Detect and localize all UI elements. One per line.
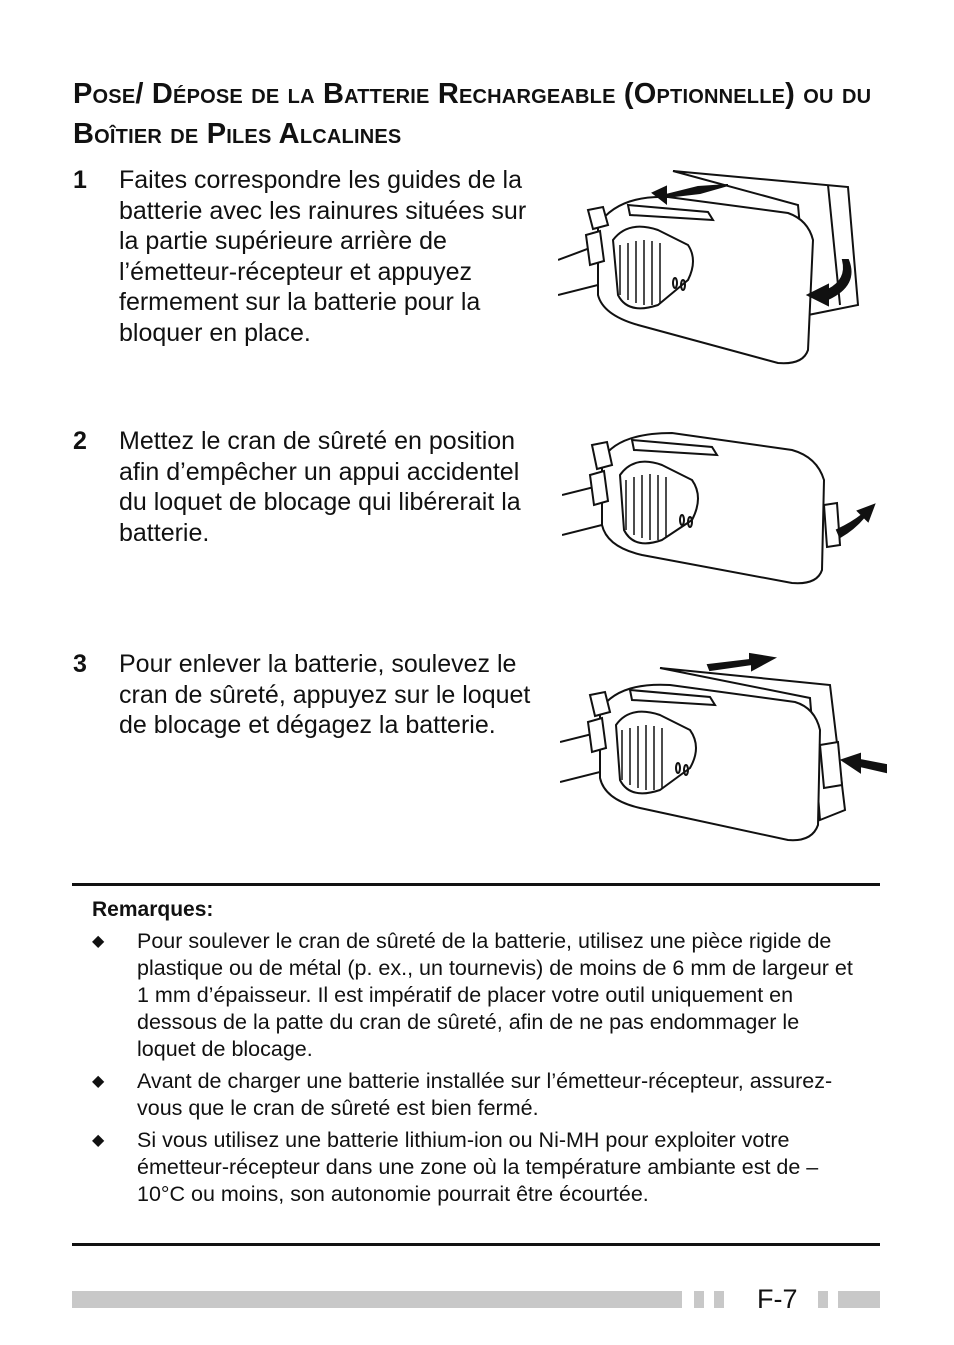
- page-footer: [0, 1282, 954, 1322]
- step-text: Pour enlever la batterie, soulevez le cran de sûreté, appuyez sur le loquet de blocage et dégagez la batterie.: [119, 650, 531, 739]
- footer-square: [818, 1291, 828, 1308]
- battery-removal-illustration: [560, 650, 890, 850]
- step-text: Faites correspondre les guides de la batterie avec les rainures situées sur la partie supérieure arrière de l’émetteur-récepteur et appuyez fermement sur la batterie pour la bloquer en place.: [119, 166, 527, 347]
- step-number: 3: [73, 650, 87, 678]
- step-number: 1: [73, 166, 87, 194]
- safety-latch-illustration: [562, 425, 880, 587]
- list-item: [92, 1068, 862, 1122]
- notes-heading: Remarques:: [92, 898, 214, 921]
- notes-list: [92, 928, 862, 1213]
- footer-bar-right: [838, 1291, 880, 1308]
- diamond-bullet-icon: ◆: [92, 1073, 105, 1090]
- footer-square: [714, 1291, 724, 1308]
- diamond-bullet-icon: ◆: [92, 933, 105, 950]
- note-text: Pour soulever le cran de sûreté de la batterie, utilisez une pièce rigide de plastique ou de métal (p. ex., un tournevis) de moins de 6 mm de largeur et 1 mm d’épaisseur. Il est impératif de placer votre outil uniquement en dessous de la patte du cran de sûreté, afin de ne pas endommager le loquet de blocage.: [137, 929, 853, 1061]
- notes-box: [72, 883, 880, 1246]
- page-title: Pose/ Dépose de la Batterie Rechargeable (Optionnelle) ou du Boîtier de Piles Alcalines: [73, 78, 872, 150]
- note-text: Avant de charger une batterie installée sur l’émetteur-récepteur, assurez-vous que le cran de sûreté est bien fermé.: [137, 1069, 833, 1120]
- footer-square: [694, 1291, 704, 1308]
- footer-bar-left: [72, 1291, 682, 1308]
- list-item: [92, 1127, 862, 1208]
- list-item: [92, 928, 862, 1063]
- step-text: Mettez le cran de sûreté en position afin d’empêcher un appui accidentel du loquet de blocage qui libérerait la batterie.: [119, 427, 521, 547]
- note-text: Si vous utilisez une batterie lithium-ion ou Ni-MH pour exploiter votre émetteur-récepteur dans une zone où la température ambiante est de –10°C ou moins, son autonomie pourrait être écourtée.: [137, 1128, 819, 1206]
- diamond-bullet-icon: ◆: [92, 1132, 105, 1149]
- step-number: 2: [73, 427, 87, 455]
- page-number: F-7: [757, 1284, 798, 1314]
- radio-battery-attach-illustration: [558, 165, 868, 365]
